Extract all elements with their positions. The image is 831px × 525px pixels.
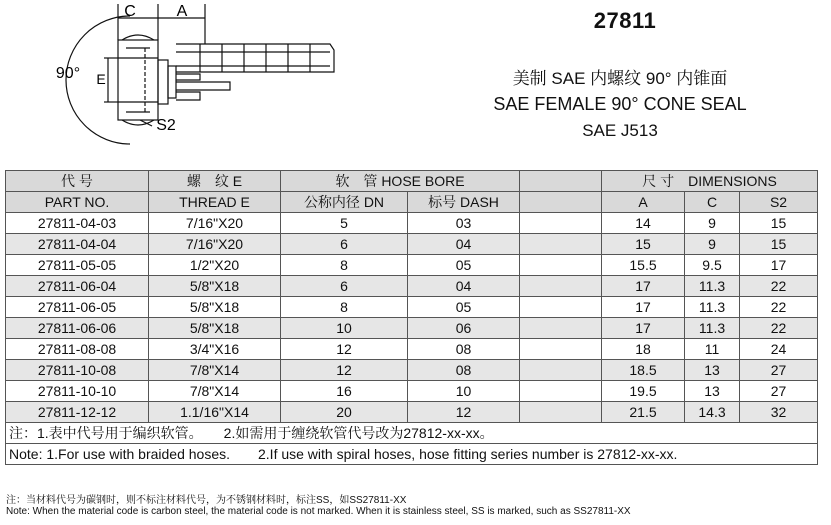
header-dim-s2: S2 — [740, 192, 818, 213]
cell-a: 15.5 — [602, 255, 685, 276]
footer-note-chinese: 注：当材料代号为碳钢时，则不标注材料代号，为不锈钢材料时，标注SS，如SS27811-XX — [6, 495, 407, 506]
cell-part: 27811-06-04 — [6, 276, 149, 297]
cell-part: 27811-08-08 — [6, 339, 149, 360]
cell-c: 14.3 — [685, 402, 740, 423]
label-e: E — [96, 71, 106, 87]
cell-c: 9 — [685, 234, 740, 255]
cell-dn: 8 — [281, 255, 408, 276]
cell-dn: 16 — [281, 381, 408, 402]
cell-c: 9.5 — [685, 255, 740, 276]
cell-a: 14 — [602, 213, 685, 234]
table-row — [6, 276, 818, 297]
cell-dash: 08 — [408, 339, 520, 360]
cell-thread: 7/8"X14 — [149, 381, 281, 402]
table-row — [6, 297, 818, 318]
cell-dash: 10 — [408, 381, 520, 402]
cell-part: 27811-06-05 — [6, 297, 149, 318]
label-s2: S2 — [156, 117, 176, 134]
cell-empty — [520, 276, 602, 297]
header-bore-dn: 公称内径 DN — [281, 192, 408, 213]
cell-thread: 7/8"X14 — [149, 360, 281, 381]
header-thread-cn: 螺 纹 E — [149, 171, 281, 192]
cell-s2: 22 — [740, 297, 818, 318]
cell-dn: 6 — [281, 276, 408, 297]
cell-empty — [520, 360, 602, 381]
cell-part: 27811-06-06 — [6, 318, 149, 339]
header-thread-en: THREAD E — [149, 192, 281, 213]
cell-c: 11.3 — [685, 318, 740, 339]
cell-a: 15 — [602, 234, 685, 255]
cell-part: 27811-04-04 — [6, 234, 149, 255]
fitting-drawing — [0, 0, 360, 160]
table-row — [6, 402, 818, 423]
cell-s2: 22 — [740, 318, 818, 339]
table-row — [6, 339, 818, 360]
cell-empty — [520, 297, 602, 318]
cell-dn: 10 — [281, 318, 408, 339]
cell-empty — [520, 318, 602, 339]
cell-empty — [520, 213, 602, 234]
cell-dn: 12 — [281, 360, 408, 381]
cell-a: 17 — [602, 297, 685, 318]
cell-part: 27811-10-10 — [6, 381, 149, 402]
cell-s2: 17 — [740, 255, 818, 276]
cell-a: 18.5 — [602, 360, 685, 381]
cell-c: 13 — [685, 360, 740, 381]
cell-s2: 27 — [740, 360, 818, 381]
cell-dn: 12 — [281, 339, 408, 360]
cell-thread: 1.1/16"X14 — [149, 402, 281, 423]
label-c: C — [124, 3, 136, 20]
cell-part: 27811-04-03 — [6, 213, 149, 234]
note-english: Note: 1.For use with braided hoses. 2.If use with spiral hoses, hose fitting series number is 27812-xx-xx. — [6, 444, 818, 465]
cell-c: 9 — [685, 213, 740, 234]
cell-thread: 3/4"X16 — [149, 339, 281, 360]
cell-s2: 32 — [740, 402, 818, 423]
cell-empty — [520, 402, 602, 423]
title-chinese: 美制 SAE 内螺纹 90° 内锥面 — [512, 69, 728, 88]
cell-thread: 5/8"X18 — [149, 318, 281, 339]
title-english: SAE FEMALE 90° CONE SEAL — [493, 94, 747, 114]
cell-a: 19.5 — [602, 381, 685, 402]
cell-thread: 5/8"X18 — [149, 297, 281, 318]
cell-dash: 12 — [408, 402, 520, 423]
cell-a: 18 — [602, 339, 685, 360]
header-dim-c: C — [685, 192, 740, 213]
cell-empty — [520, 339, 602, 360]
cell-s2: 24 — [740, 339, 818, 360]
spec-table — [5, 170, 818, 465]
cell-c: 11.3 — [685, 297, 740, 318]
header-dimensions: 尺 寸 DIMENSIONS — [602, 171, 818, 192]
header-part-cn: 代 号 — [6, 171, 149, 192]
cell-empty — [520, 255, 602, 276]
cell-dash: 04 — [408, 276, 520, 297]
table-row — [6, 255, 818, 276]
cell-thread: 1/2"X20 — [149, 255, 281, 276]
note-chinese: 注：1.表中代号用于编织软管。 2.如需用于缠绕软管代号改为27812-xx-xx。 — [6, 423, 818, 444]
cell-c: 13 — [685, 381, 740, 402]
cell-empty — [520, 234, 602, 255]
cell-a: 21.5 — [602, 402, 685, 423]
table-row — [6, 234, 818, 255]
cell-s2: 22 — [740, 276, 818, 297]
standard-title: SAE J513 — [582, 121, 658, 140]
cell-dn: 6 — [281, 234, 408, 255]
cell-c: 11 — [685, 339, 740, 360]
cell-dash: 05 — [408, 297, 520, 318]
cell-dn: 20 — [281, 402, 408, 423]
header-part-en: PART NO. — [6, 192, 149, 213]
table-row — [6, 213, 818, 234]
cell-dn: 8 — [281, 297, 408, 318]
header-bore-dash: 标号 DASH — [408, 192, 520, 213]
table-row — [6, 360, 818, 381]
cell-s2: 15 — [740, 213, 818, 234]
part-number-title: 27811 — [593, 8, 657, 33]
header-hose-bore: 软 管 HOSE BORE — [281, 171, 520, 192]
cell-part: 27811-10-08 — [6, 360, 149, 381]
cell-a: 17 — [602, 318, 685, 339]
cell-dash: 04 — [408, 234, 520, 255]
cell-s2: 15 — [740, 234, 818, 255]
table-row — [6, 381, 818, 402]
cell-part: 27811-05-05 — [6, 255, 149, 276]
cell-dash: 05 — [408, 255, 520, 276]
cell-a: 17 — [602, 276, 685, 297]
cell-part: 27811-12-12 — [6, 402, 149, 423]
cell-c: 11.3 — [685, 276, 740, 297]
cell-s2: 27 — [740, 381, 818, 402]
header-dim-a: A — [602, 192, 685, 213]
cell-thread: 5/8"X18 — [149, 276, 281, 297]
cell-dn: 5 — [281, 213, 408, 234]
cell-dash: 03 — [408, 213, 520, 234]
cell-thread: 7/16"X20 — [149, 234, 281, 255]
footer-note-english: Note: When the material code is carbon steel, the material code is not marked. When it is stainless steel, SS is marked, such as SS27811-XX — [6, 506, 631, 517]
cell-thread: 7/16"X20 — [149, 213, 281, 234]
label-angle: 90° — [55, 65, 81, 82]
cell-empty — [520, 381, 602, 402]
label-a: A — [176, 3, 188, 20]
cell-dash: 08 — [408, 360, 520, 381]
cell-dash: 06 — [408, 318, 520, 339]
nut-body — [118, 40, 158, 120]
table-row — [6, 318, 818, 339]
